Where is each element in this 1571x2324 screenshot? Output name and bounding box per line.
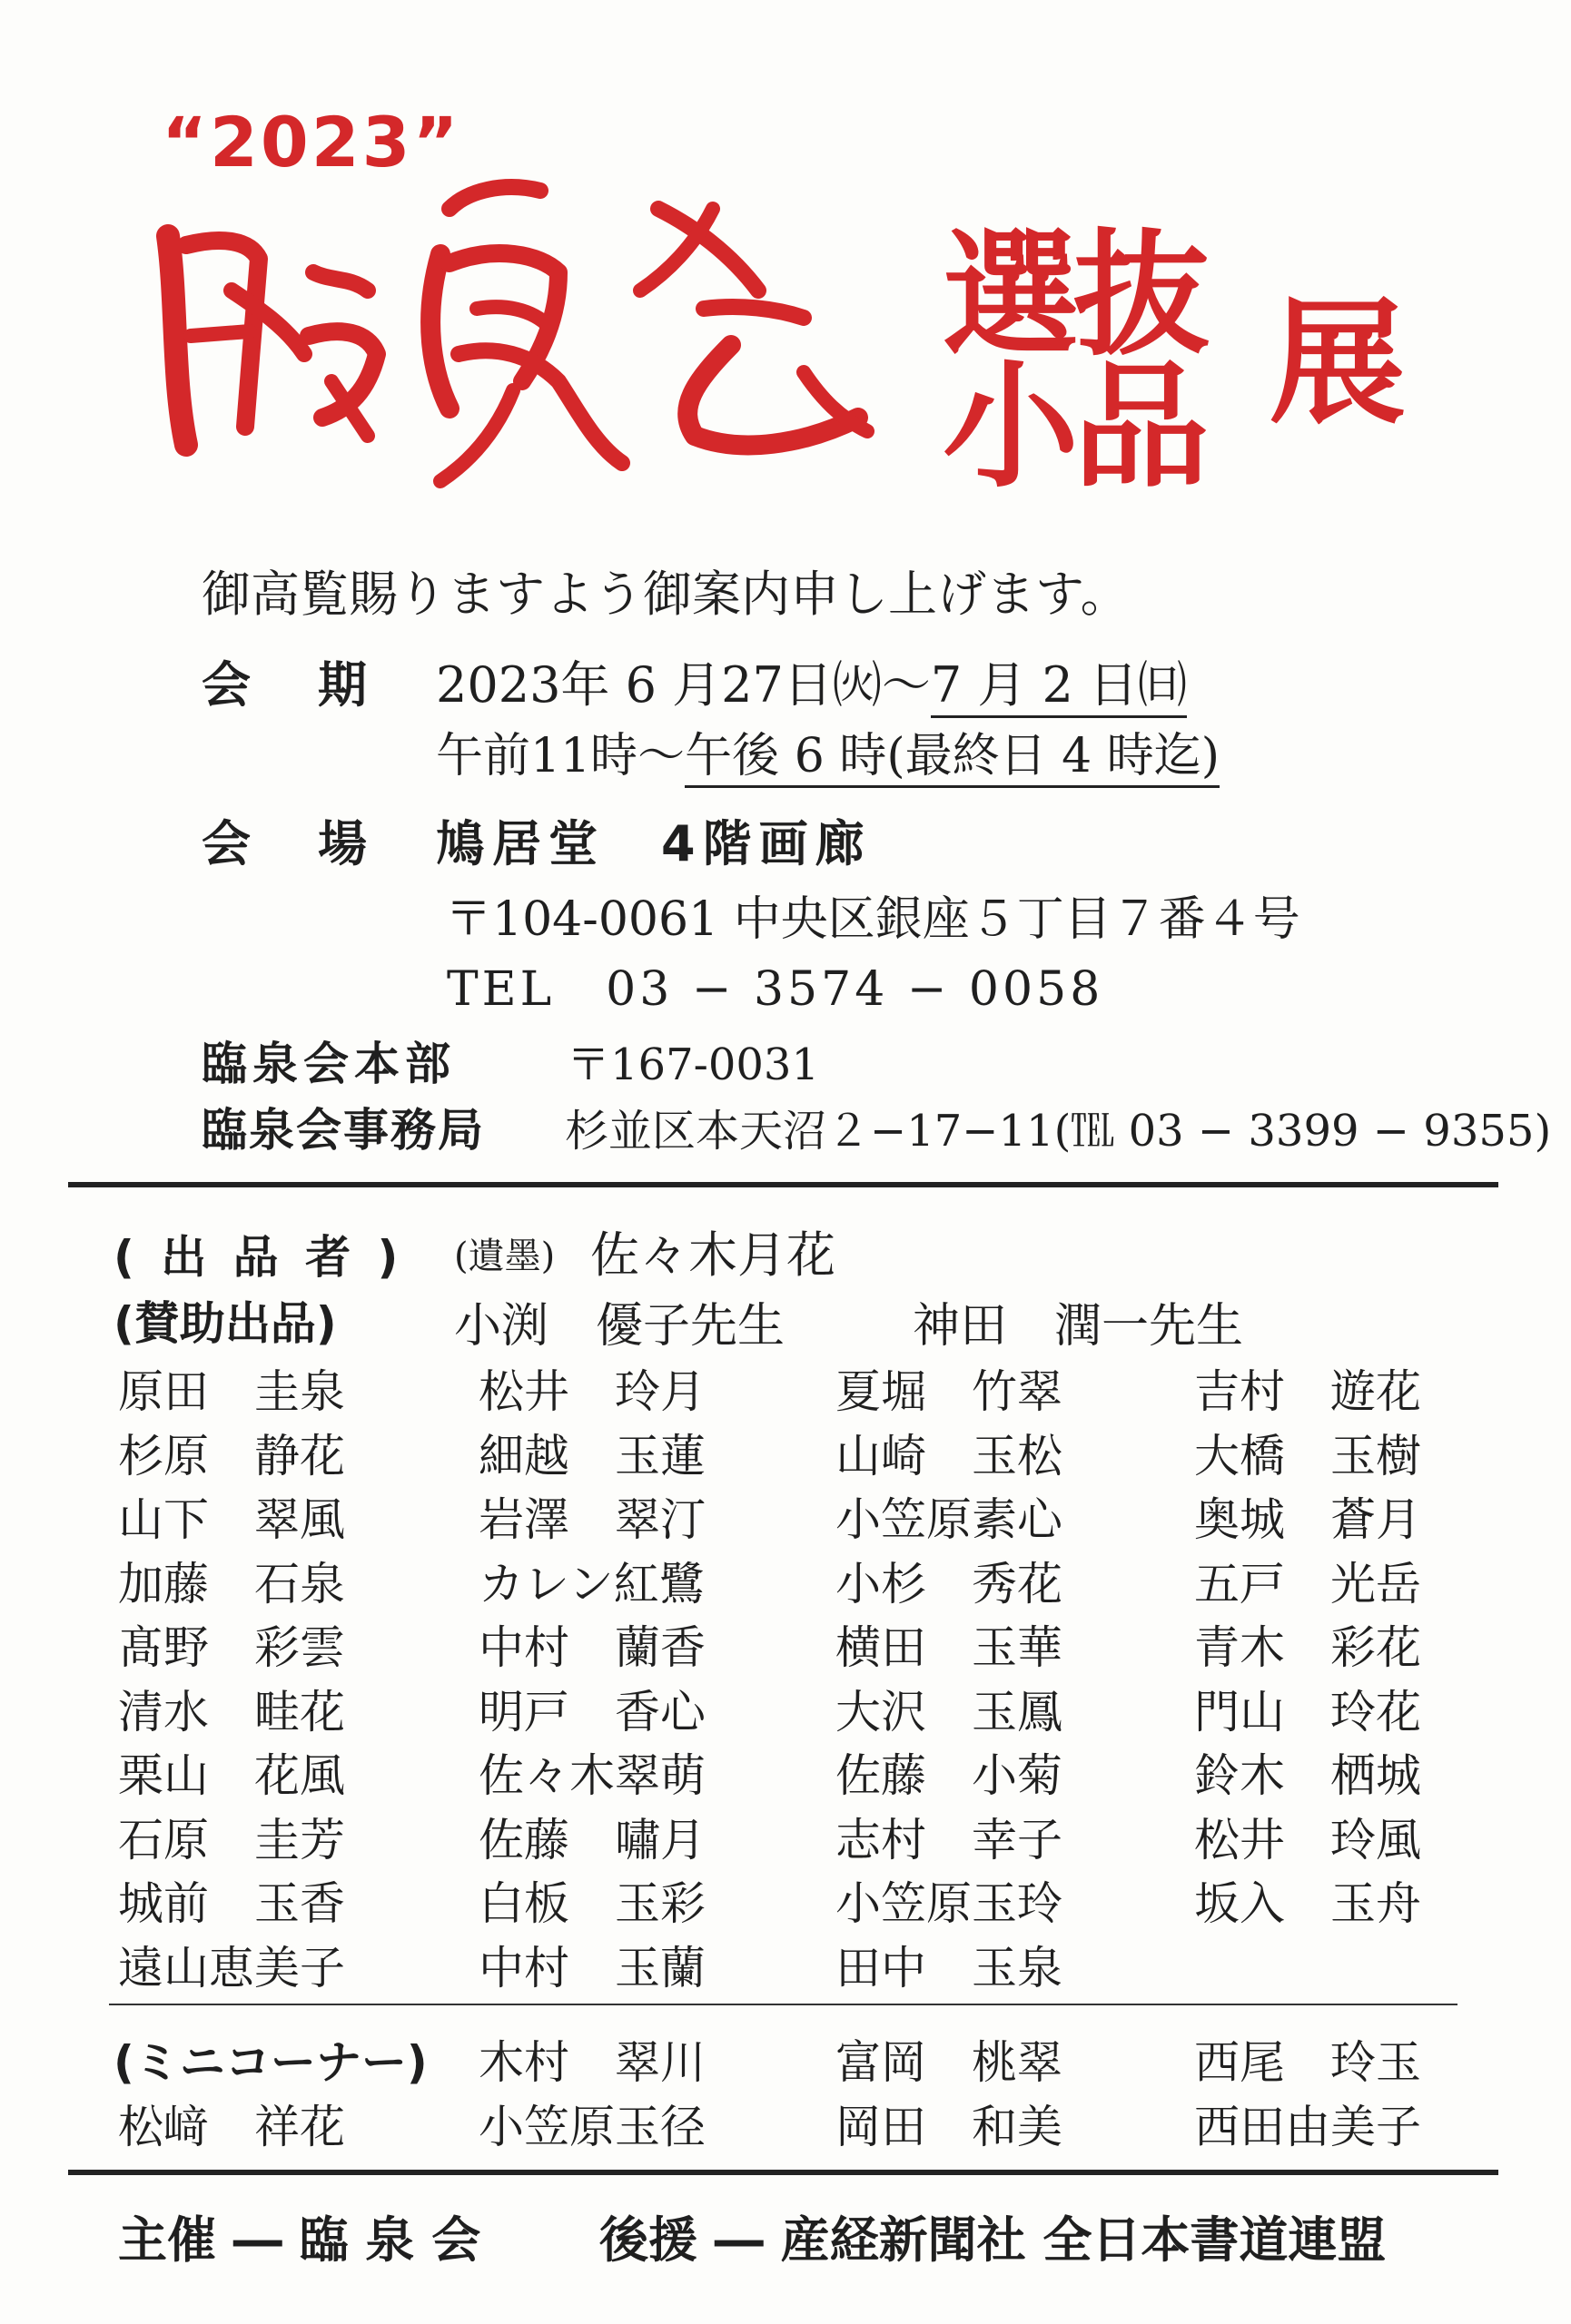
exhibitor-name: 松井 玲月 xyxy=(479,1365,706,1418)
exhibitor-name: 小笠原素心 xyxy=(835,1493,1062,1546)
exhibitor-name: 小笠原玉玲 xyxy=(835,1877,1062,1930)
exhibitors-label: ( 出 品 者 ) xyxy=(114,1231,404,1284)
mini-name: 小笠原玉径 xyxy=(479,2101,706,2153)
hours-end: 午後 6 時(最終日 4 時迄) xyxy=(685,729,1220,788)
exhibitor-name: 横田 玉華 xyxy=(835,1621,1062,1674)
exhibitor-name: 原田 圭泉 xyxy=(118,1365,345,1418)
exhibitor-name: 中村 蘭香 xyxy=(479,1621,706,1674)
exhibitor-name: 五戸 光岳 xyxy=(1194,1557,1421,1610)
exhibitor-name: 奥城 蒼月 xyxy=(1194,1493,1421,1546)
exhibitor-name: 白板 玉彩 xyxy=(479,1877,706,1930)
exhibitor-name: 大沢 玉鳳 xyxy=(835,1685,1062,1738)
period-label: 会 期 xyxy=(202,656,376,714)
venue-name: 鳩居堂 4階画廊 xyxy=(436,815,872,872)
hours-start: 午前11時～ xyxy=(436,729,686,783)
support-name: 神田 潤一先生 xyxy=(913,1299,1244,1354)
mini-name: 富岡 桃翠 xyxy=(835,2036,1062,2089)
exhibitor-name: 佐藤 嘯月 xyxy=(479,1813,706,1866)
exhibitor-name: 門山 玲花 xyxy=(1194,1685,1421,1738)
exhibitor-name: 小杉 秀花 xyxy=(835,1557,1062,1610)
support-label: (賛助出品) xyxy=(114,1297,337,1350)
divider-bottom xyxy=(68,2170,1498,2175)
exhibitor-name: 吉村 遊花 xyxy=(1194,1365,1421,1418)
exhibitor-name: 青木 彩花 xyxy=(1194,1621,1421,1674)
mini-name: 岡田 和美 xyxy=(835,2101,1062,2153)
exhibitor-name: 細越 玉蓮 xyxy=(479,1429,706,1482)
subtitle-line2: 小品 xyxy=(943,347,1205,507)
exhibitor-name: 岩澤 翠汀 xyxy=(479,1493,706,1546)
exhibitor-name: 佐藤 小菊 xyxy=(835,1749,1062,1802)
exhibitor-name: 中村 玉蘭 xyxy=(479,1941,706,1994)
exhibitor-name: 田中 玉泉 xyxy=(835,1941,1062,1994)
period-start: 2023年 6 月27日㈫～ xyxy=(436,656,931,714)
mini-name: 木村 翠川 xyxy=(479,2036,706,2089)
exhibitor-name: 城前 玉香 xyxy=(118,1877,345,1930)
exhibitor-name: 加藤 石泉 xyxy=(118,1557,345,1610)
organizer: 主催 ― 臨 泉 会 xyxy=(118,2211,481,2269)
venue-label: 会 場 xyxy=(202,815,376,872)
mini-name: 西田由美子 xyxy=(1194,2101,1421,2153)
exhibitor-name: 夏堀 竹翠 xyxy=(835,1365,1062,1418)
intro-text: 御高覧賜りますよう御案内申し上げます。 xyxy=(202,566,1130,623)
hq-label: 臨泉会本部 xyxy=(202,1038,456,1090)
exhibitor-name: 杉原 静花 xyxy=(118,1429,345,1482)
exhibitor-name: 佐々木翠萌 xyxy=(479,1749,706,1802)
posthumous-name: 佐々木月花 xyxy=(590,1226,835,1284)
venue-address: 〒104-0061 中央区銀座５丁目７番４号 xyxy=(445,892,1300,947)
divider-mini xyxy=(109,2004,1457,2005)
mini-name: 松﨑 祥花 xyxy=(118,2101,345,2153)
exhibitor-name: 髙野 彩雲 xyxy=(118,1621,345,1674)
subtitle-line1: 選抜 xyxy=(943,215,1205,375)
posthumous-tag: (遺墨) xyxy=(454,1236,556,1277)
exhibitor-name: 遠山恵美子 xyxy=(118,1941,345,1994)
secretariat-address: 杉並区本天沼２−17−11(℡ 03 − 3399 − 9355) xyxy=(565,1106,1552,1157)
exhibitor-name: 山崎 玉松 xyxy=(835,1429,1062,1482)
mini-corner-label: (ミニコーナー) xyxy=(114,2036,428,2089)
venue-tel: TEL 03 − 3574 − 0058 xyxy=(447,962,1104,1017)
exhibitor-name: 清水 畦花 xyxy=(118,1685,345,1738)
subtitle-line3: 展 xyxy=(1270,283,1407,443)
exhibitor-name: 志村 幸子 xyxy=(835,1813,1062,1866)
exhibitor-name: 石原 圭芳 xyxy=(118,1813,345,1866)
mini-name: 西尾 玲玉 xyxy=(1194,2036,1421,2089)
exhibitor-name: 明戸 香心 xyxy=(479,1685,706,1738)
exhibitor-name: 鈴木 栖城 xyxy=(1194,1749,1421,1802)
exhibitor-name: 栗山 花風 xyxy=(118,1749,345,1802)
period-hours xyxy=(436,717,1220,785)
hq-zip: 〒167-0031 xyxy=(567,1039,819,1090)
sponsors: 後援 ― 産経新聞社 全日本書道連盟 xyxy=(599,2211,1387,2269)
period-end: 7 月 2 日㈰ xyxy=(931,656,1187,718)
exhibitor-name: カレン紅鷺 xyxy=(479,1557,705,1610)
divider-top xyxy=(68,1182,1498,1187)
exhibitor-name: 山下 翠風 xyxy=(118,1493,345,1546)
secretariat-label: 臨泉会事務局 xyxy=(202,1104,485,1157)
period-dates xyxy=(436,646,1187,716)
support-name: 小渕 優子先生 xyxy=(454,1299,786,1354)
calligraphy-logo xyxy=(150,172,904,508)
year-label: “2023” xyxy=(162,102,461,182)
exhibitor-name: 大橋 玉樹 xyxy=(1194,1429,1421,1482)
exhibitor-name: 坂入 玉舟 xyxy=(1194,1877,1421,1930)
exhibitor-name: 松井 玲風 xyxy=(1194,1813,1421,1866)
